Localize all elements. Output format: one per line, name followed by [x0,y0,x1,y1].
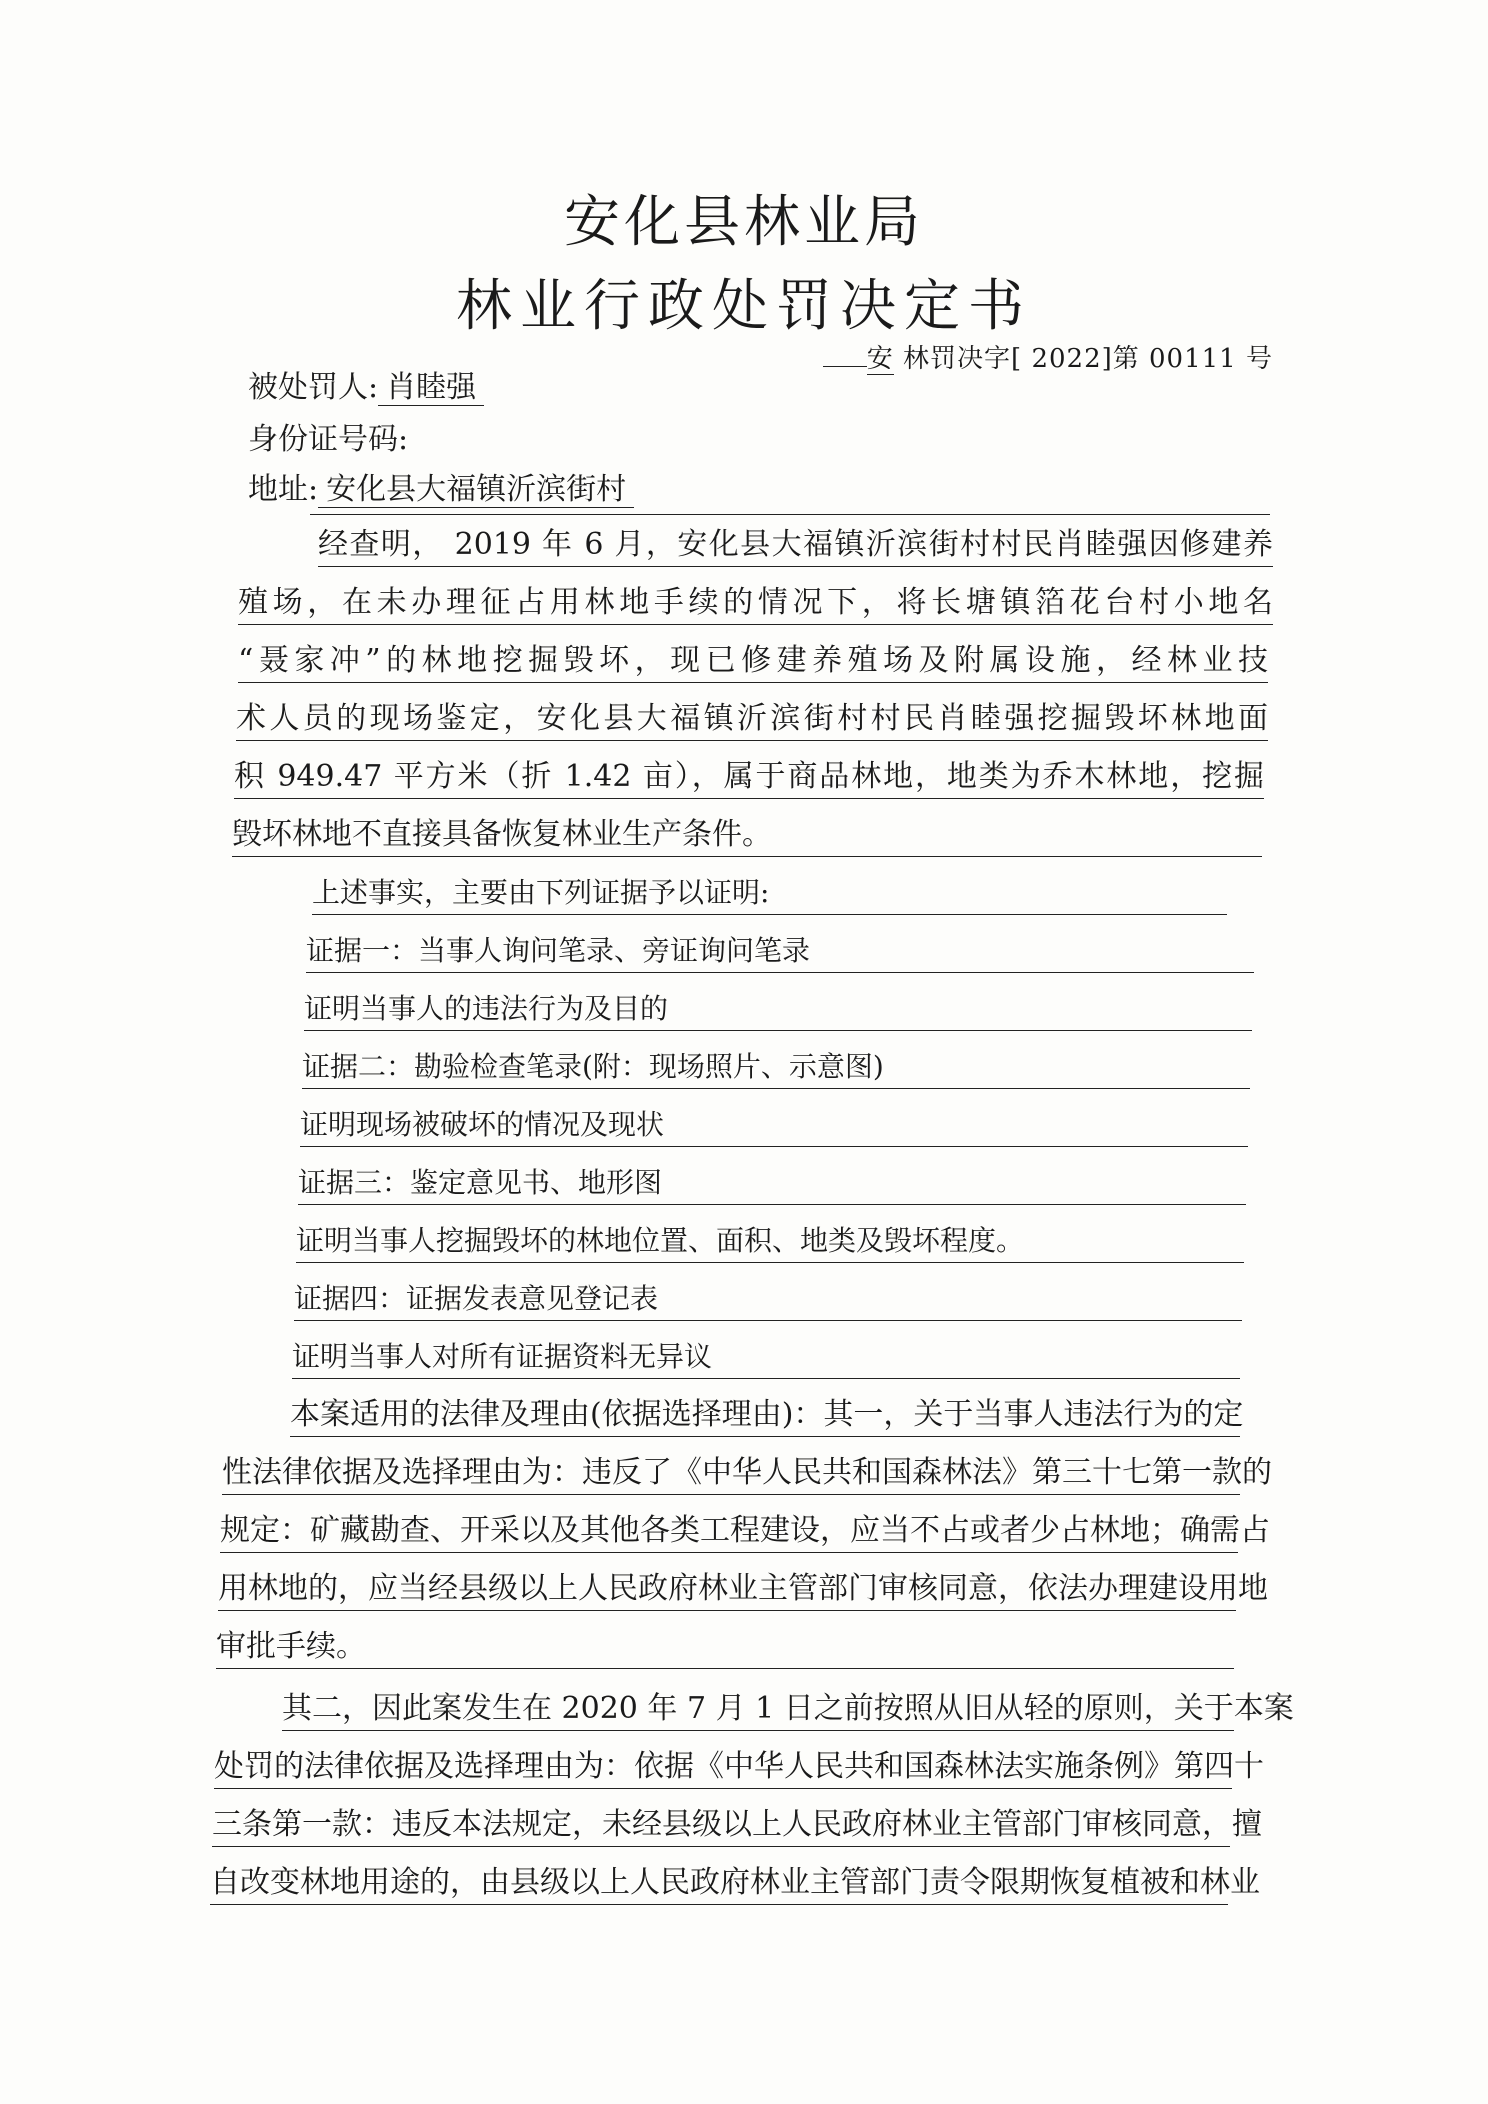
party-name-row [248,362,484,406]
law-line: 用林地的，应当经县级以上人民政府林业主管部门审核同意，依法办理建设用地 [218,1568,1236,1611]
law-line: 规定：矿藏勘查、开采以及其他各类工程建设，应当不占或者少占林地；确需占 [220,1510,1238,1553]
doc-no-prefix: 安 [866,344,894,374]
law-line: 处罚的法律依据及选择理由为：依据《中华人民共和国森林法实施条例》第四十 [214,1746,1232,1789]
document-title: 林业行政处罚决定书 [456,274,1032,339]
facts-line: 经查明， 2019 年 6 月，安化县大福镇沂滨街村村民肖睦强因修建养 [318,524,1273,567]
law-line: 其二，因此案发生在 2020 年 7 月 1 日之前按照从旧从轻的原则，关于本案 [282,1688,1234,1731]
facts-line: 毁坏林地不直接具备恢复林业生产条件。 [232,814,1262,857]
evidence-line: 证明当事人的违法行为及目的 [304,988,1252,1031]
law-line: 本案适用的法律及理由(依据选择理由)：其一，关于当事人违法行为的定 [290,1394,1240,1437]
party-id-label: 身份证号码: [248,422,409,457]
facts-line: 积 949.47 平方米（折 1.42 亩），属于商品林地，地类为乔木林地，挖掘 [234,756,1264,799]
party-address-label: 地址: [248,472,319,507]
evidence-line: 证明当事人对所有证据资料无异议 [292,1336,1240,1379]
party-address: 安化县大福镇沂滨街村 [318,472,634,508]
org-title: 安化县林业局 [564,190,924,255]
party-address-row [248,464,634,508]
law-line: 三条第一款：违反本法规定，未经县级以上人民政府林业主管部门审核同意，擅 [212,1804,1230,1847]
doc-no-blank [823,366,867,367]
evidence-line: 证据四：证据发表意见登记表 [294,1278,1242,1321]
facts-line: 术人员的现场鉴定，安化县大福镇沂滨街村村民肖睦强挖掘毁坏林地面 [236,698,1268,741]
party-name-label: 被处罚人: [248,370,379,405]
law-line: 性法律依据及选择理由为：违反了《中华人民共和国森林法》第三十七第一款的 [222,1452,1240,1495]
party-id-row [248,414,408,458]
facts-line: 殖场，在未办理征占用林地手续的情况下，将长塘镇箔花台村小地名 [238,582,1273,625]
evidence-line: 证据二：勘验检查笔录(附：现场照片、示意图) [302,1046,1250,1089]
evidence-line: 证明当事人挖掘毁坏的林地位置、面积、地类及毁坏程度。 [296,1220,1244,1263]
evidence-line: 上述事实，主要由下列证据予以证明: [312,872,1227,915]
evidence-line: 证据一：当事人询问笔录、旁证询问笔录 [306,930,1254,973]
law-line: 审批手续。 [216,1626,1234,1669]
facts-line: “聂家冲”的林地挖掘毁坏，现已修建养殖场及附属设施，经林业技 [238,640,1268,683]
evidence-line: 证明现场被破坏的情况及现状 [300,1104,1248,1147]
law-line: 自改变林地用途的，由县级以上人民政府林业主管部门责令限期恢复植被和林业 [210,1862,1228,1905]
document-number [823,338,1273,375]
address-underline [310,514,1270,515]
party-name: 肖睦强 [378,370,484,406]
evidence-line: 证据三：鉴定意见书、地形图 [298,1162,1246,1205]
doc-no-rest: 林罚决字[ 2022]第 00111 号 [903,344,1273,374]
